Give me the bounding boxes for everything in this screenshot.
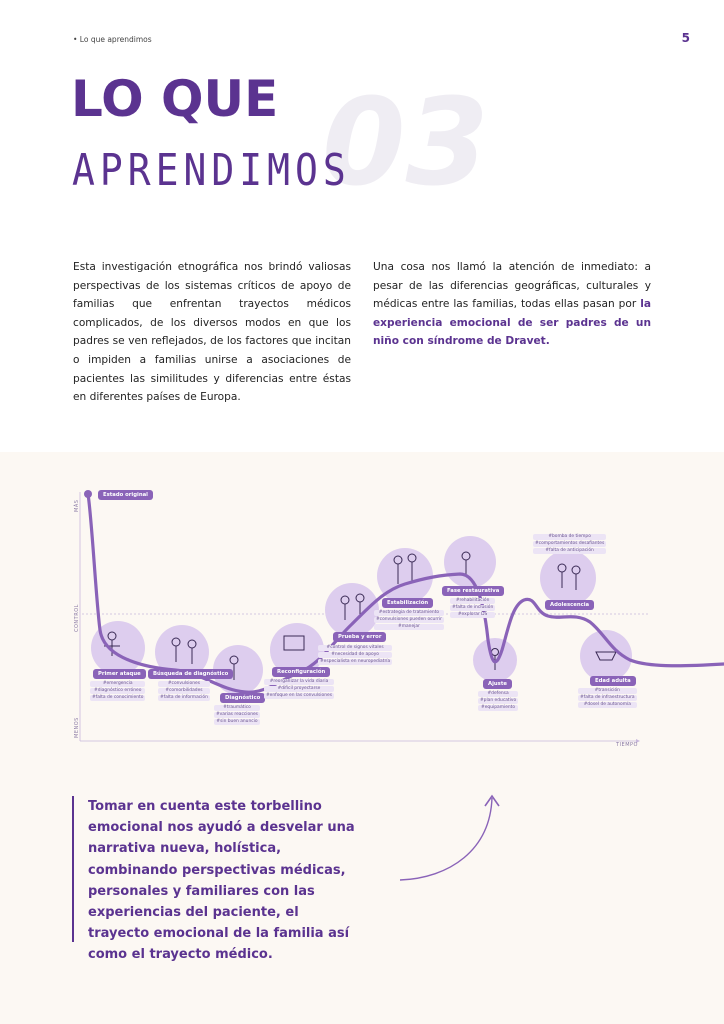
stage-label-fase-restaurativa: Fase restaurativa [442, 586, 504, 596]
stage-circle-adolescencia [540, 550, 596, 606]
quote-bar [72, 796, 74, 942]
page-title-line2: APRENDIMOS [72, 144, 351, 196]
stage-label-estabilizacion: Estabilización [382, 598, 433, 608]
axis-label-less: MENOS [74, 717, 80, 738]
stage-label-prueba: Prueba y error [333, 632, 386, 642]
breadcrumb: • Lo que aprendimos [73, 35, 152, 44]
stage-label-ajuste: Ajuste [483, 679, 512, 689]
stage-tags: #convulsiones #comorbilidades #falta de información [160, 681, 208, 700]
stage-tags: #defensa #plan educativo #equipamiento [480, 691, 517, 710]
page-title-line1: LO QUE [71, 70, 279, 128]
stage-label-edad-adulta: Edad adulta [590, 676, 636, 686]
stage-tags: #rehabilitación #falta de inclusión #explorar DS [452, 598, 494, 617]
stage-label-diagnostico: Diagnóstico [220, 693, 265, 703]
axis-label-control: CONTROL [74, 604, 80, 632]
stage-tags: #reorganizar la vida diaria #difícil proyectarse #enfoque en las convulsiones [266, 679, 332, 698]
axis-label-more: MÁS [74, 499, 80, 512]
stage-tags: #transición #falta de infraestructura #dosel de autonomía [580, 688, 635, 707]
stage-tags: #traumático #varias reacciones #sin buen anuncio [216, 705, 258, 724]
start-point [84, 490, 92, 498]
intro-right-text: Una cosa nos llamó la atención de inmediato: a pesar de las diferencias geográficas, culturales y médicas entre las familias, todas ellas pasan por [373, 261, 651, 311]
page-number: 5 [681, 31, 690, 45]
intro-highlight: la experiencia emocional de ser padres de un niño con síndrome de Dravet. [373, 298, 651, 348]
chapter-number: 03 [322, 74, 489, 213]
stage-label-adolescencia: Adolescencia [545, 600, 594, 610]
stage-tags: #emergencia #diagnóstico erróneo #falta de conocimiento [92, 681, 144, 700]
start-label: Estado original [98, 490, 153, 500]
stage-label-reconfiguracion: Reconfiguración [272, 667, 330, 677]
stage-label-busqueda: Búsqueda de diagnóstico [148, 669, 233, 679]
axis-label-time: TIEMPO [616, 742, 638, 748]
stage-tags: #bomba de tiempo #comportamientos desafiantes #falta de anticipación [535, 534, 605, 553]
intro-left-paragraph: Esta investigación etnográfica nos brindó valiosas perspectivas de los sistemas críticos de apoyo de familias que enfrentan trayectos médicos complicados, de los diversos modos en que los padres se ven reflejados, de los factores que incitan o impiden a familias unirse a asociaciones de pacientes las similitudes y diferencias entre éstas en diferentes países de Europa. [73, 261, 351, 404]
stage-tags: #estrategia de tratamiento #convulsiones pueden ocurrir #manejar [376, 610, 442, 629]
arrow-curve [400, 798, 492, 880]
pull-quote: Tomar en cuenta este torbellino emocional nos ayudó a desvelar una narrativa nueva, holística, combinando perspectivas médicas, personales y familiares con las experiencias del paciente, el trayecto emocional de la familia así como el trayecto médico. [88, 799, 355, 963]
stage-circle-prueba [325, 583, 379, 637]
stage-label-primer-ataque: Primer ataque [93, 669, 146, 679]
stage-tags: #control de signos vitales #necesidad de apoyo #especialista en neuropediatría [320, 645, 391, 664]
